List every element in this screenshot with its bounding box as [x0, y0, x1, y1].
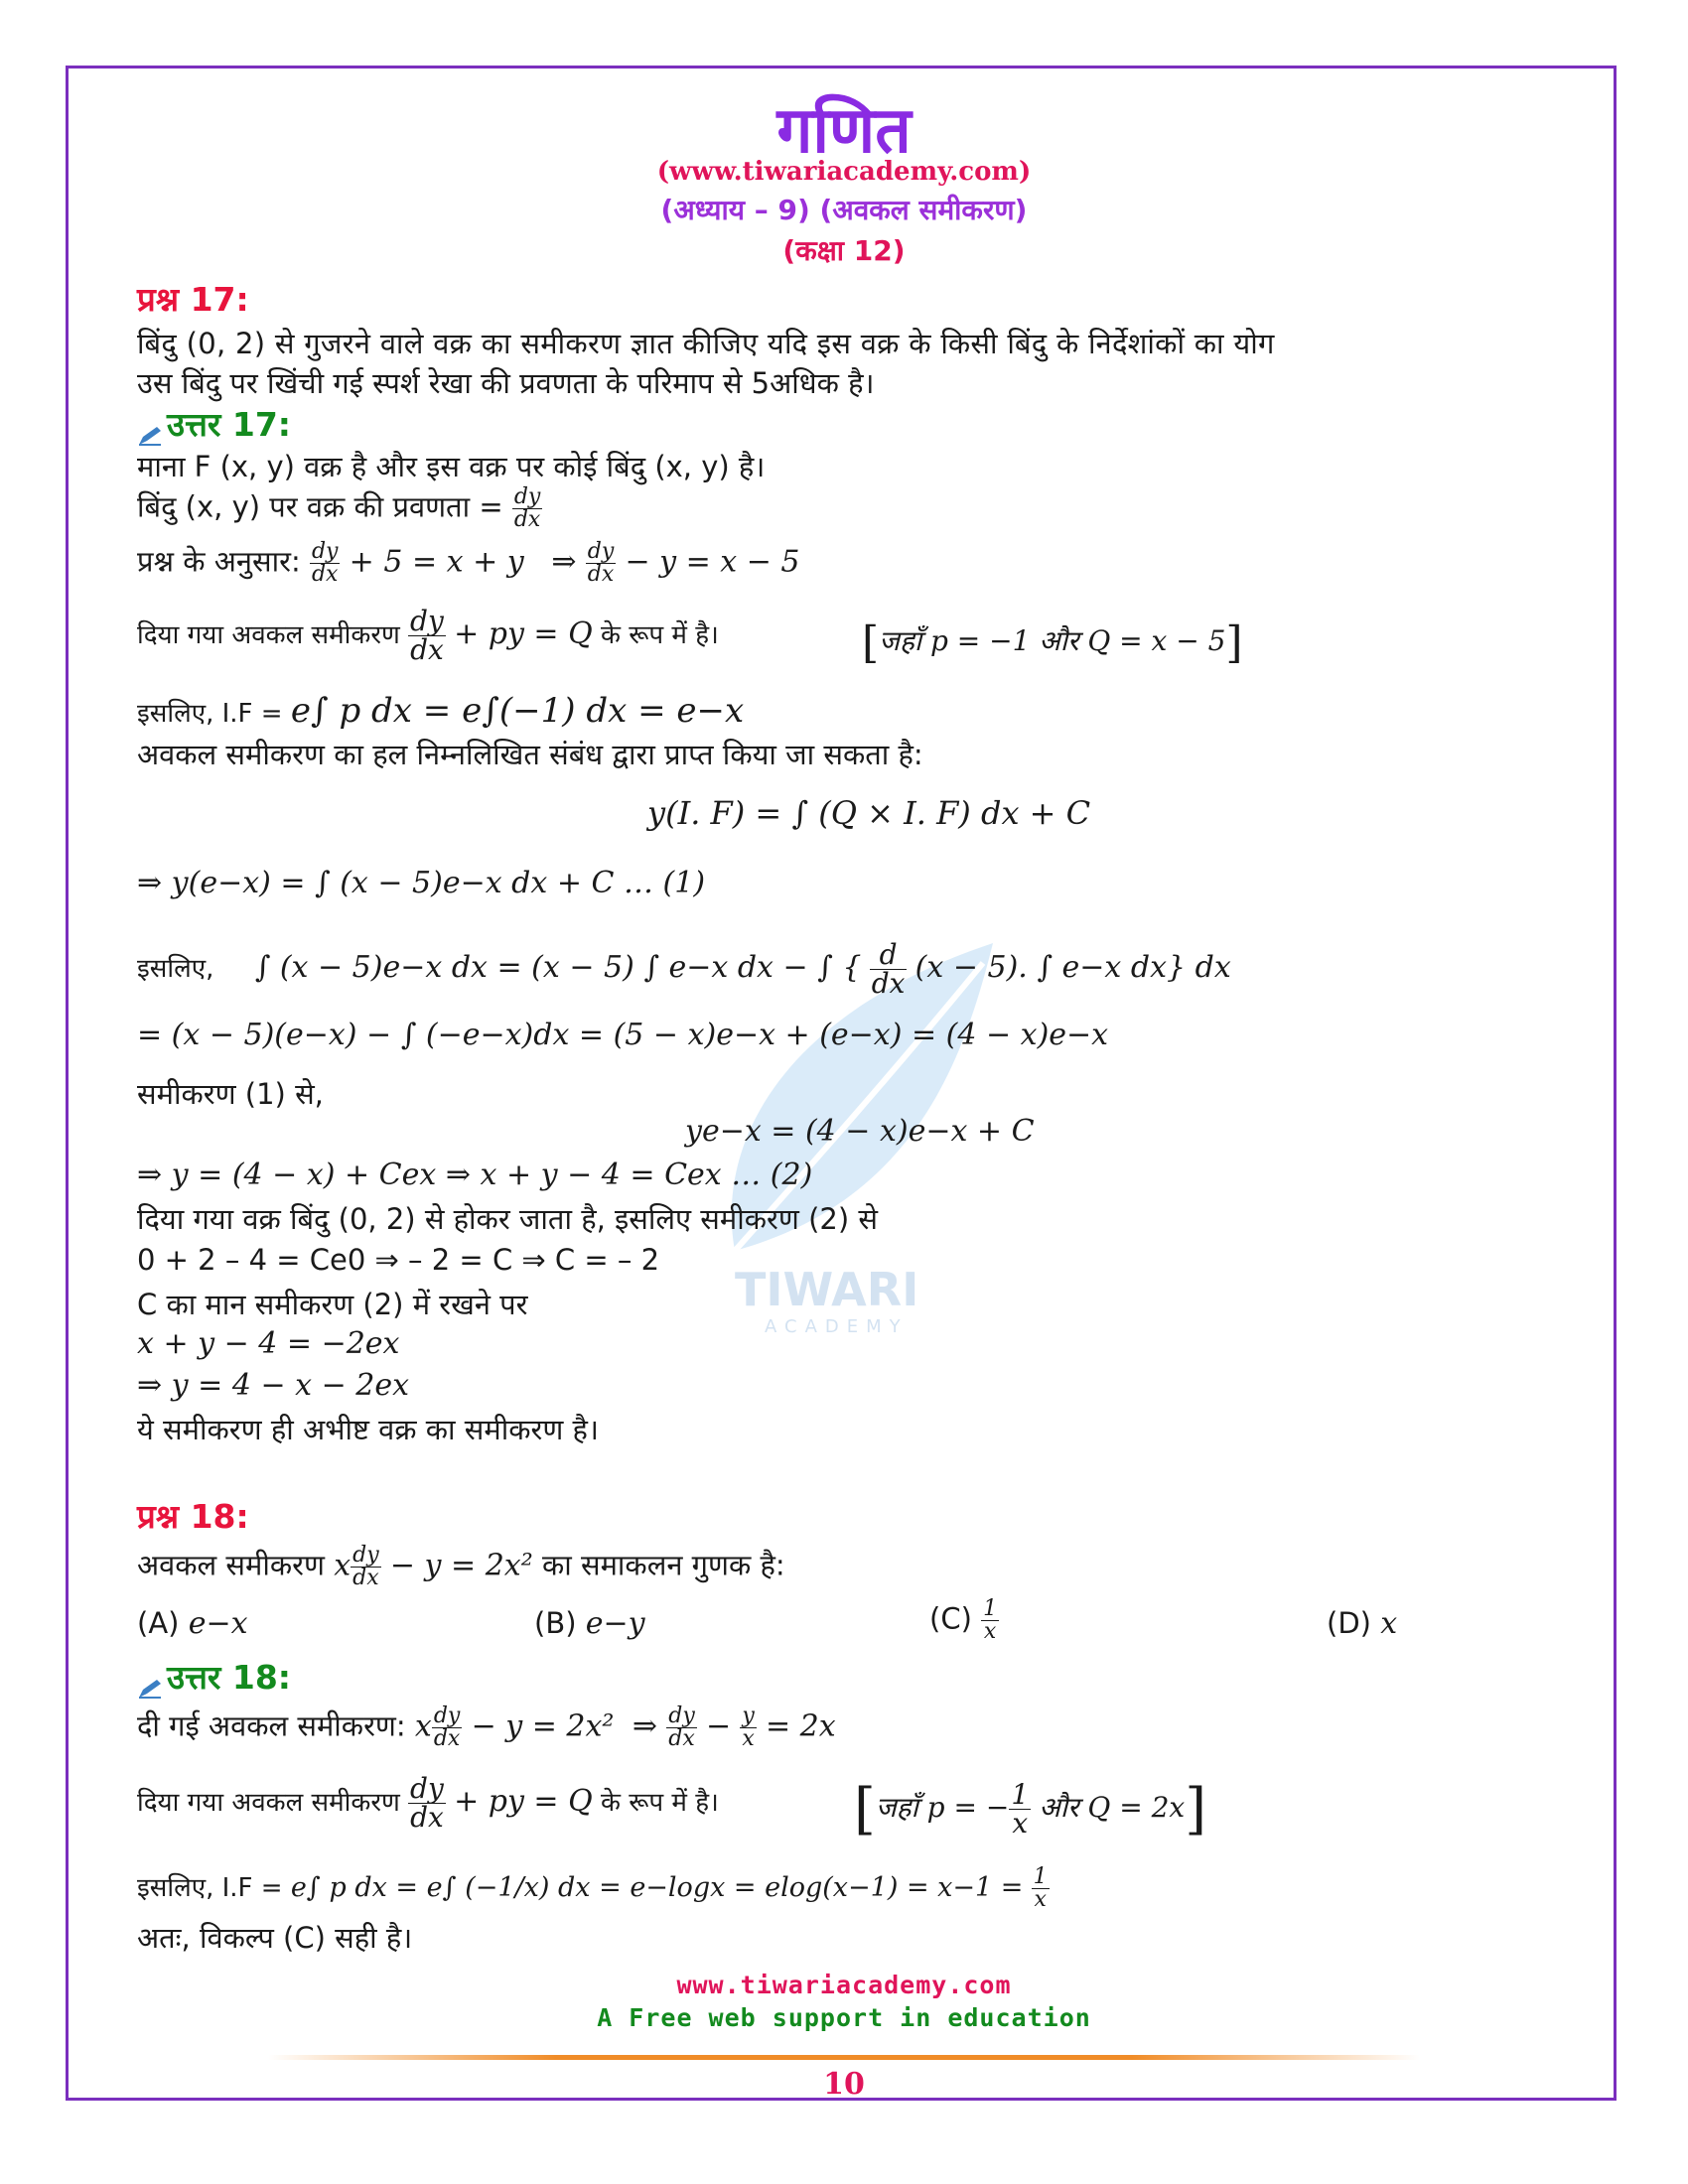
- dy-dx-fraction: $\frac{dy}{dx}$: [311, 539, 339, 587]
- footer-site-link[interactable]: www.tiwariacademy.com: [676, 1971, 1012, 1999]
- answer-17-line6: अवकल समीकरण का हल निम्नलिखित संबंध द्वारा प्राप्त किया जा सकता है:: [137, 738, 923, 771]
- answer-17-heading-text: उत्तर 17:: [167, 405, 291, 444]
- answer-17-line18: ⇒ y = 4 − x − 2ex: [137, 1368, 410, 1403]
- chapter-label: (अध्याय – 9) (अवकल समीकरण): [660, 194, 1028, 226]
- form-suffix: के रूप में है।: [600, 620, 719, 650]
- equation-part: − y = x − 5: [625, 544, 800, 580]
- page-number: 10: [823, 2067, 865, 2102]
- form-label: दिया गया अवकल समीकरण: [137, 1788, 400, 1818]
- answer-17-line16: C का मान समीकरण (2) में रखने पर: [137, 1288, 528, 1321]
- answer-18-line3: [137, 1866, 1050, 1911]
- linear-form: + py = Q: [454, 616, 593, 651]
- answer-17-line11: समीकरण (1) से,: [137, 1077, 324, 1111]
- if-label: इसलिए, I.F =: [137, 699, 283, 729]
- watermark-subtext: ACADEMY: [765, 1316, 909, 1337]
- answer-18-conclusion: अतः, विकल्प (C) सही है।: [137, 1921, 413, 1955]
- by-parts-equation-2: (x − 5). ∫ e−x dx} dx: [914, 950, 1231, 985]
- answer-17-heading: [137, 401, 291, 446]
- dy-dx-fraction: $\frac{dy}{dx}$: [513, 484, 541, 532]
- option-d-value: x: [1380, 1606, 1398, 1641]
- option-b[interactable]: [534, 1606, 645, 1641]
- answer-18-bracket: [जहाँ p = − $\frac{1}{x}$ और Q = 2x]: [854, 1777, 1207, 1842]
- answer-18-line1: दी गई अवकल समीकरण: x $\frac{dy}{dx}$ − y = 2x² ⇒ $\frac{dy}{dx}$ − $\frac{y}{x}$ = 2x: [137, 1704, 836, 1751]
- y-over-x-fraction: $\frac{y}{x}$: [742, 1704, 755, 1751]
- answer-17-line9: [137, 938, 1231, 1000]
- answer-17-line3: [137, 541, 800, 586]
- option-a[interactable]: [137, 1606, 248, 1641]
- option-c-label: (C): [929, 1601, 972, 1636]
- answer-17-line12: ye−x = (4 − x)e−x + C: [685, 1114, 1035, 1149]
- implies-symbol: ⇒: [632, 1708, 658, 1744]
- one-over-x-fraction: $\frac{1}{x}$: [983, 1596, 998, 1644]
- page-title: गणित: [776, 94, 912, 168]
- q-value: और Q = 2x: [1039, 1791, 1186, 1824]
- implies-symbol: ⇒: [551, 544, 577, 580]
- q18-suffix: का समाकलन गुणक है:: [541, 1548, 785, 1582]
- answer-17-line19: ये समीकरण ही अभीष्ट वक्र का समीकरण है।: [137, 1413, 599, 1446]
- footer-tagline: A Free web support in education: [597, 2003, 1091, 2032]
- p-q-values: जहाँ p = −1 और Q = x − 5: [879, 624, 1226, 657]
- question-18-heading: प्रश्न 18:: [137, 1497, 249, 1536]
- answer-17-line7: y(I. F) = ∫ (Q × I. F) dx + C: [647, 794, 1091, 832]
- footer-divider: [268, 2055, 1420, 2060]
- option-a-label: (A): [137, 1606, 180, 1640]
- option-d-label: (D): [1327, 1606, 1371, 1640]
- question-18-text: अवकल समीकरण x $\frac{dy}{dx}$ − y = 2x² का समाकलन गुणक है:: [137, 1543, 785, 1590]
- option-b-label: (B): [534, 1606, 577, 1640]
- form-label: दिया गया अवकल समीकरण: [137, 620, 400, 650]
- question-17-heading: प्रश्न 17:: [137, 280, 249, 319]
- equation-part: = 2x: [765, 1708, 836, 1744]
- one-over-x-fraction: $\frac{1}{x}$: [1033, 1864, 1048, 1912]
- form-suffix: के रूप में है।: [600, 1788, 719, 1818]
- answer-18-heading-text: उत्तर 18:: [167, 1658, 291, 1697]
- answer-17-bracket: [जहाँ p = −1 और Q = x − 5]: [862, 617, 1243, 668]
- slope-label: बिंदु (x, y) पर वक्र की प्रवणता =: [137, 489, 503, 524]
- option-d[interactable]: [1327, 1606, 1397, 1641]
- answer-17-line2: [137, 486, 542, 531]
- dy-dx-fraction: $\frac{dy}{dx}$: [587, 539, 615, 587]
- one-over-x-fraction: $\frac{1}{x}$: [1011, 1778, 1030, 1840]
- option-b-value: e−y: [585, 1606, 645, 1641]
- dy-dx-fraction: $\frac{dy}{dx}$: [352, 1543, 379, 1590]
- pencil-icon: [137, 416, 163, 438]
- equation-part: + 5 = x + y: [349, 544, 524, 580]
- if-label: इसलिए, I.F =: [137, 1873, 283, 1903]
- answer-18-line2: [137, 1772, 719, 1834]
- p-value: जहाँ p = −: [875, 1791, 1010, 1824]
- answer-17-line4: [137, 605, 719, 666]
- linear-form: + py = Q: [454, 1784, 593, 1819]
- integrating-factor: e∫ p dx = e∫ (−1/x) dx = e−logx = elog(x−1) = x−1 =: [290, 1872, 1024, 1903]
- option-c[interactable]: [929, 1598, 999, 1643]
- dy-dx-fraction: $\frac{dy}{dx}$: [668, 1704, 695, 1751]
- d-dx-fraction: $\frac{d}{dx}$: [871, 938, 906, 1000]
- q18-equation: − y = 2x²: [471, 1708, 615, 1744]
- answer-17-line10: = (x − 5)(e−x) − ∫ (−e−x)dx = (5 − x)e−x + (e−x) = (4 − x)e−x: [137, 1018, 1109, 1052]
- answer-17-line5: [137, 691, 744, 731]
- answer-17-line15: 0 + 2 – 4 = Ce0 ⇒ – 2 = C ⇒ C = – 2: [137, 1243, 660, 1277]
- answer-17-line17: x + y − 4 = −2ex: [137, 1326, 400, 1361]
- dy-dx-fraction: $\frac{dy}{dx}$: [410, 1772, 444, 1834]
- answer-17-line13: ⇒ y = (4 − x) + Cex ⇒ x + y − 4 = Cex … (2): [137, 1158, 813, 1192]
- according-label: प्रश्न के अनुसार:: [137, 544, 301, 579]
- given-label: दी गई अवकल समीकरण:: [137, 1708, 406, 1743]
- therefore-label: इसलिए,: [137, 954, 214, 984]
- dy-dx-fraction: $\frac{dy}{dx}$: [410, 605, 444, 666]
- answer-17-line8: ⇒ y(e−x) = ∫ (x − 5)e−x dx + C … (1): [137, 866, 706, 900]
- question-17-text-line1: बिंदु (0, 2) से गुजरने वाले वक्र का समीकरण ज्ञात कीजिए यदि इस वक्र के किसी बिंदु के निर्देशांकों का योग: [137, 327, 1275, 360]
- q18-equation: − y = 2x²: [389, 1548, 533, 1583]
- integrating-factor: e∫ p dx = e∫(−1) dx = e−x: [290, 691, 745, 731]
- answer-18-heading: [137, 1654, 291, 1699]
- class-label: (कक्षा 12): [782, 234, 906, 267]
- dy-dx-fraction: $\frac{dy}{dx}$: [433, 1704, 461, 1751]
- pencil-icon: [137, 1669, 163, 1691]
- question-17-text-line2: उस बिंदु पर खिंची गई स्पर्श रेखा की प्रवणता के परिमाप से 5अधिक है।: [137, 366, 875, 400]
- option-a-value: e−x: [188, 1606, 248, 1641]
- watermark-text: TIWARI: [735, 1263, 919, 1316]
- answer-17-line14: दिया गया वक्र बिंदु (0, 2) से होकर जाता है, इसलिए समीकरण (2) से: [137, 1202, 878, 1236]
- answer-17-line1: माना F (x, y) वक्र है और इस वक्र पर कोई बिंदु (x, y) है।: [137, 450, 766, 483]
- by-parts-equation: ∫ (x − 5)e−x dx = (x − 5) ∫ e−x dx − ∫ {: [254, 950, 862, 985]
- q18-prefix: अवकल समीकरण: [137, 1548, 325, 1582]
- header-site-link[interactable]: (www.tiwariacademy.com): [656, 157, 1032, 187]
